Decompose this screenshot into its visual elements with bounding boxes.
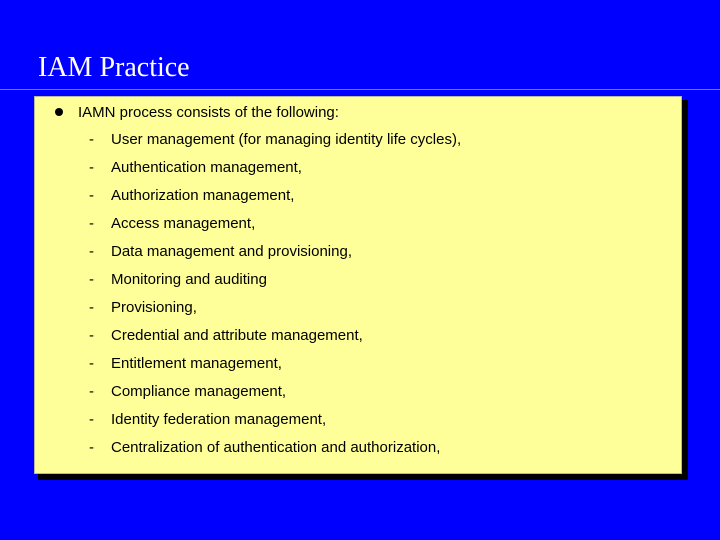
sub-bullet-item	[89, 237, 461, 265]
sub-bullet-text: Credential and attribute management,	[111, 326, 363, 344]
dash-icon: -	[89, 382, 94, 400]
dash-icon: -	[89, 158, 94, 176]
dash-icon: -	[89, 326, 94, 344]
sub-bullet-text: Entitlement management,	[111, 354, 282, 372]
dash-icon: -	[89, 410, 94, 428]
sub-bullet-text: Authentication management,	[111, 158, 302, 176]
sub-bullet-item	[89, 265, 461, 293]
sub-bullet-text: User management (for managing identity life cycles),	[111, 130, 462, 148]
sub-bullet-text: Provisioning,	[111, 298, 197, 316]
main-bullet	[55, 101, 339, 123]
sub-bullet-text: Compliance management,	[111, 382, 287, 400]
sub-bullet-item	[89, 321, 461, 349]
sub-bullet-text: Data management and provisioning,	[111, 242, 352, 260]
dash-icon: -	[89, 130, 94, 148]
sub-bullet-text: Monitoring and auditing	[111, 270, 267, 288]
dash-icon: -	[89, 298, 94, 316]
dash-icon: -	[89, 438, 94, 456]
content-panel	[34, 96, 682, 474]
dash-icon: -	[89, 242, 94, 260]
sub-bullet-item	[89, 293, 461, 321]
sub-bullet-text: Authorization management,	[111, 186, 295, 204]
dash-icon: -	[89, 270, 94, 288]
sub-bullet-item	[89, 405, 461, 433]
sub-bullet-text: Centralization of authentication and authorization,	[111, 438, 441, 456]
dash-icon: -	[89, 354, 94, 372]
dash-icon: -	[89, 214, 94, 232]
slide-title: IAM Practice	[38, 52, 190, 83]
sub-bullet-text: Access management,	[111, 214, 256, 232]
sub-bullet-item	[89, 433, 461, 461]
title-divider	[0, 89, 720, 90]
sub-bullet-list	[89, 125, 461, 461]
bullet-dot-icon	[55, 108, 63, 116]
dash-icon: -	[89, 186, 94, 204]
sub-bullet-text: Identity federation management,	[111, 410, 327, 428]
sub-bullet-item	[89, 153, 461, 181]
sub-bullet-item	[89, 181, 461, 209]
sub-bullet-item	[89, 209, 461, 237]
sub-bullet-item	[89, 377, 461, 405]
sub-bullet-item	[89, 125, 461, 153]
sub-bullet-item	[89, 349, 461, 377]
main-bullet-text: IAMN process consists of the following:	[78, 103, 339, 121]
